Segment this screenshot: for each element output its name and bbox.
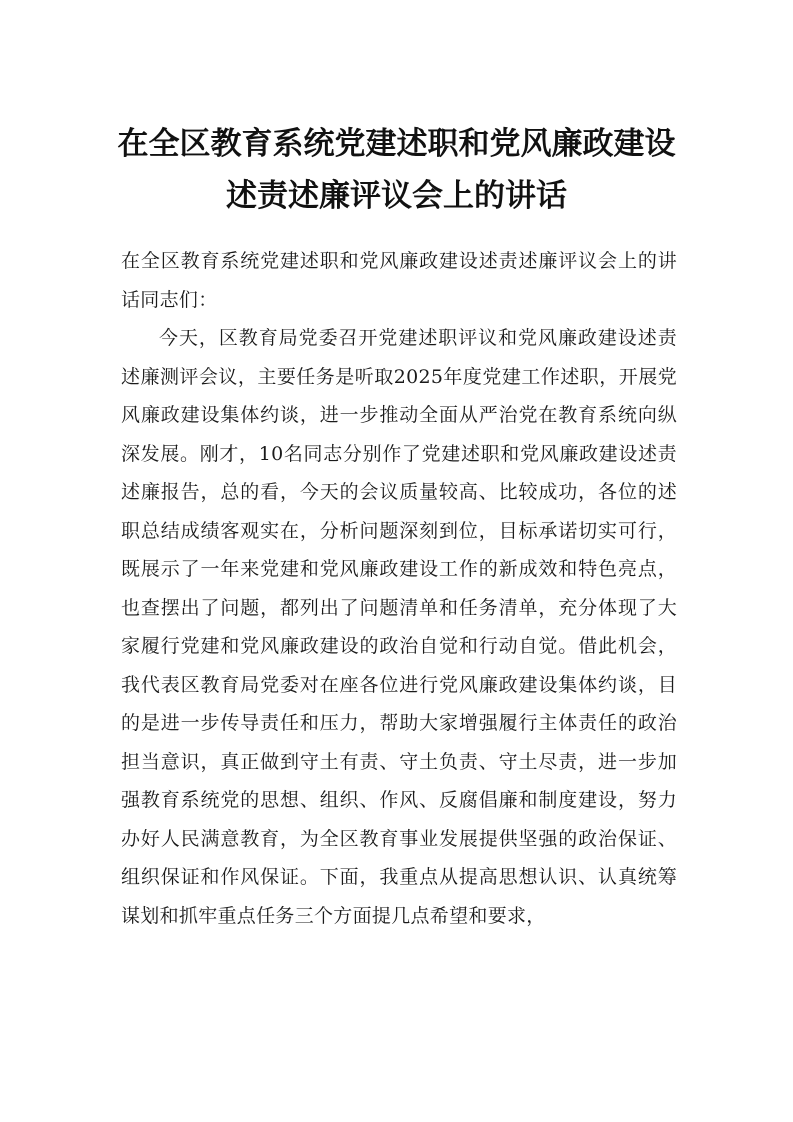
document-title-line-2: 述责述廉评议会上的讲话 xyxy=(226,178,567,214)
document-body xyxy=(121,242,677,935)
body-paragraph: 今天，区教育局党委召开党建述职评议和党风廉政建设述责述廉测评会议，主要任务是听取2025年度党建工作述职，开展党风廉政建设集体约谈，进一步推动全面从严治党在教育系统向纵深发展。刚才，10名同志分别作了党建述职和党风廉政建设述责述廉报告，总的看，今天的会议质量较高、比较成功，各位的述职总结成绩客观实在，分析问题深刻到位，目标承诺切实可行，既展示了一年来党建和党风廉政建设工作的新成效和特色亮点，也查摆出了问题，都列出了问题清单和任务清单，充分体现了大家履行党建和党风廉政建设的政治自觉和行动自觉。借此机会，我代表区教育局党委对在座各位进行党风廉政建设集体约谈，目的是进一步传导责任和压力，帮助大家增强履行主体责任的政治担当意识，真正做到守土有责、守土负责、守土尽责，进一步加强教育系统党的思想、组织、作风、反腐倡廉和制度建设，努力办好人民满意教育，为全区教育事业发展提供坚强的政治保证、组织保证和作风保证。下面，我重点从提高思想认识、认真统筹谋划和抓牢重点任务三个方面提几点希望和要求， xyxy=(121,327,677,927)
document-title-line-1: 在全区教育系统党建述职和党风廉政建设 xyxy=(117,126,676,162)
opening-paragraph: 在全区教育系统党建述职和党风廉政建设述责述廉评议会上的讲话同志们： xyxy=(121,250,677,311)
